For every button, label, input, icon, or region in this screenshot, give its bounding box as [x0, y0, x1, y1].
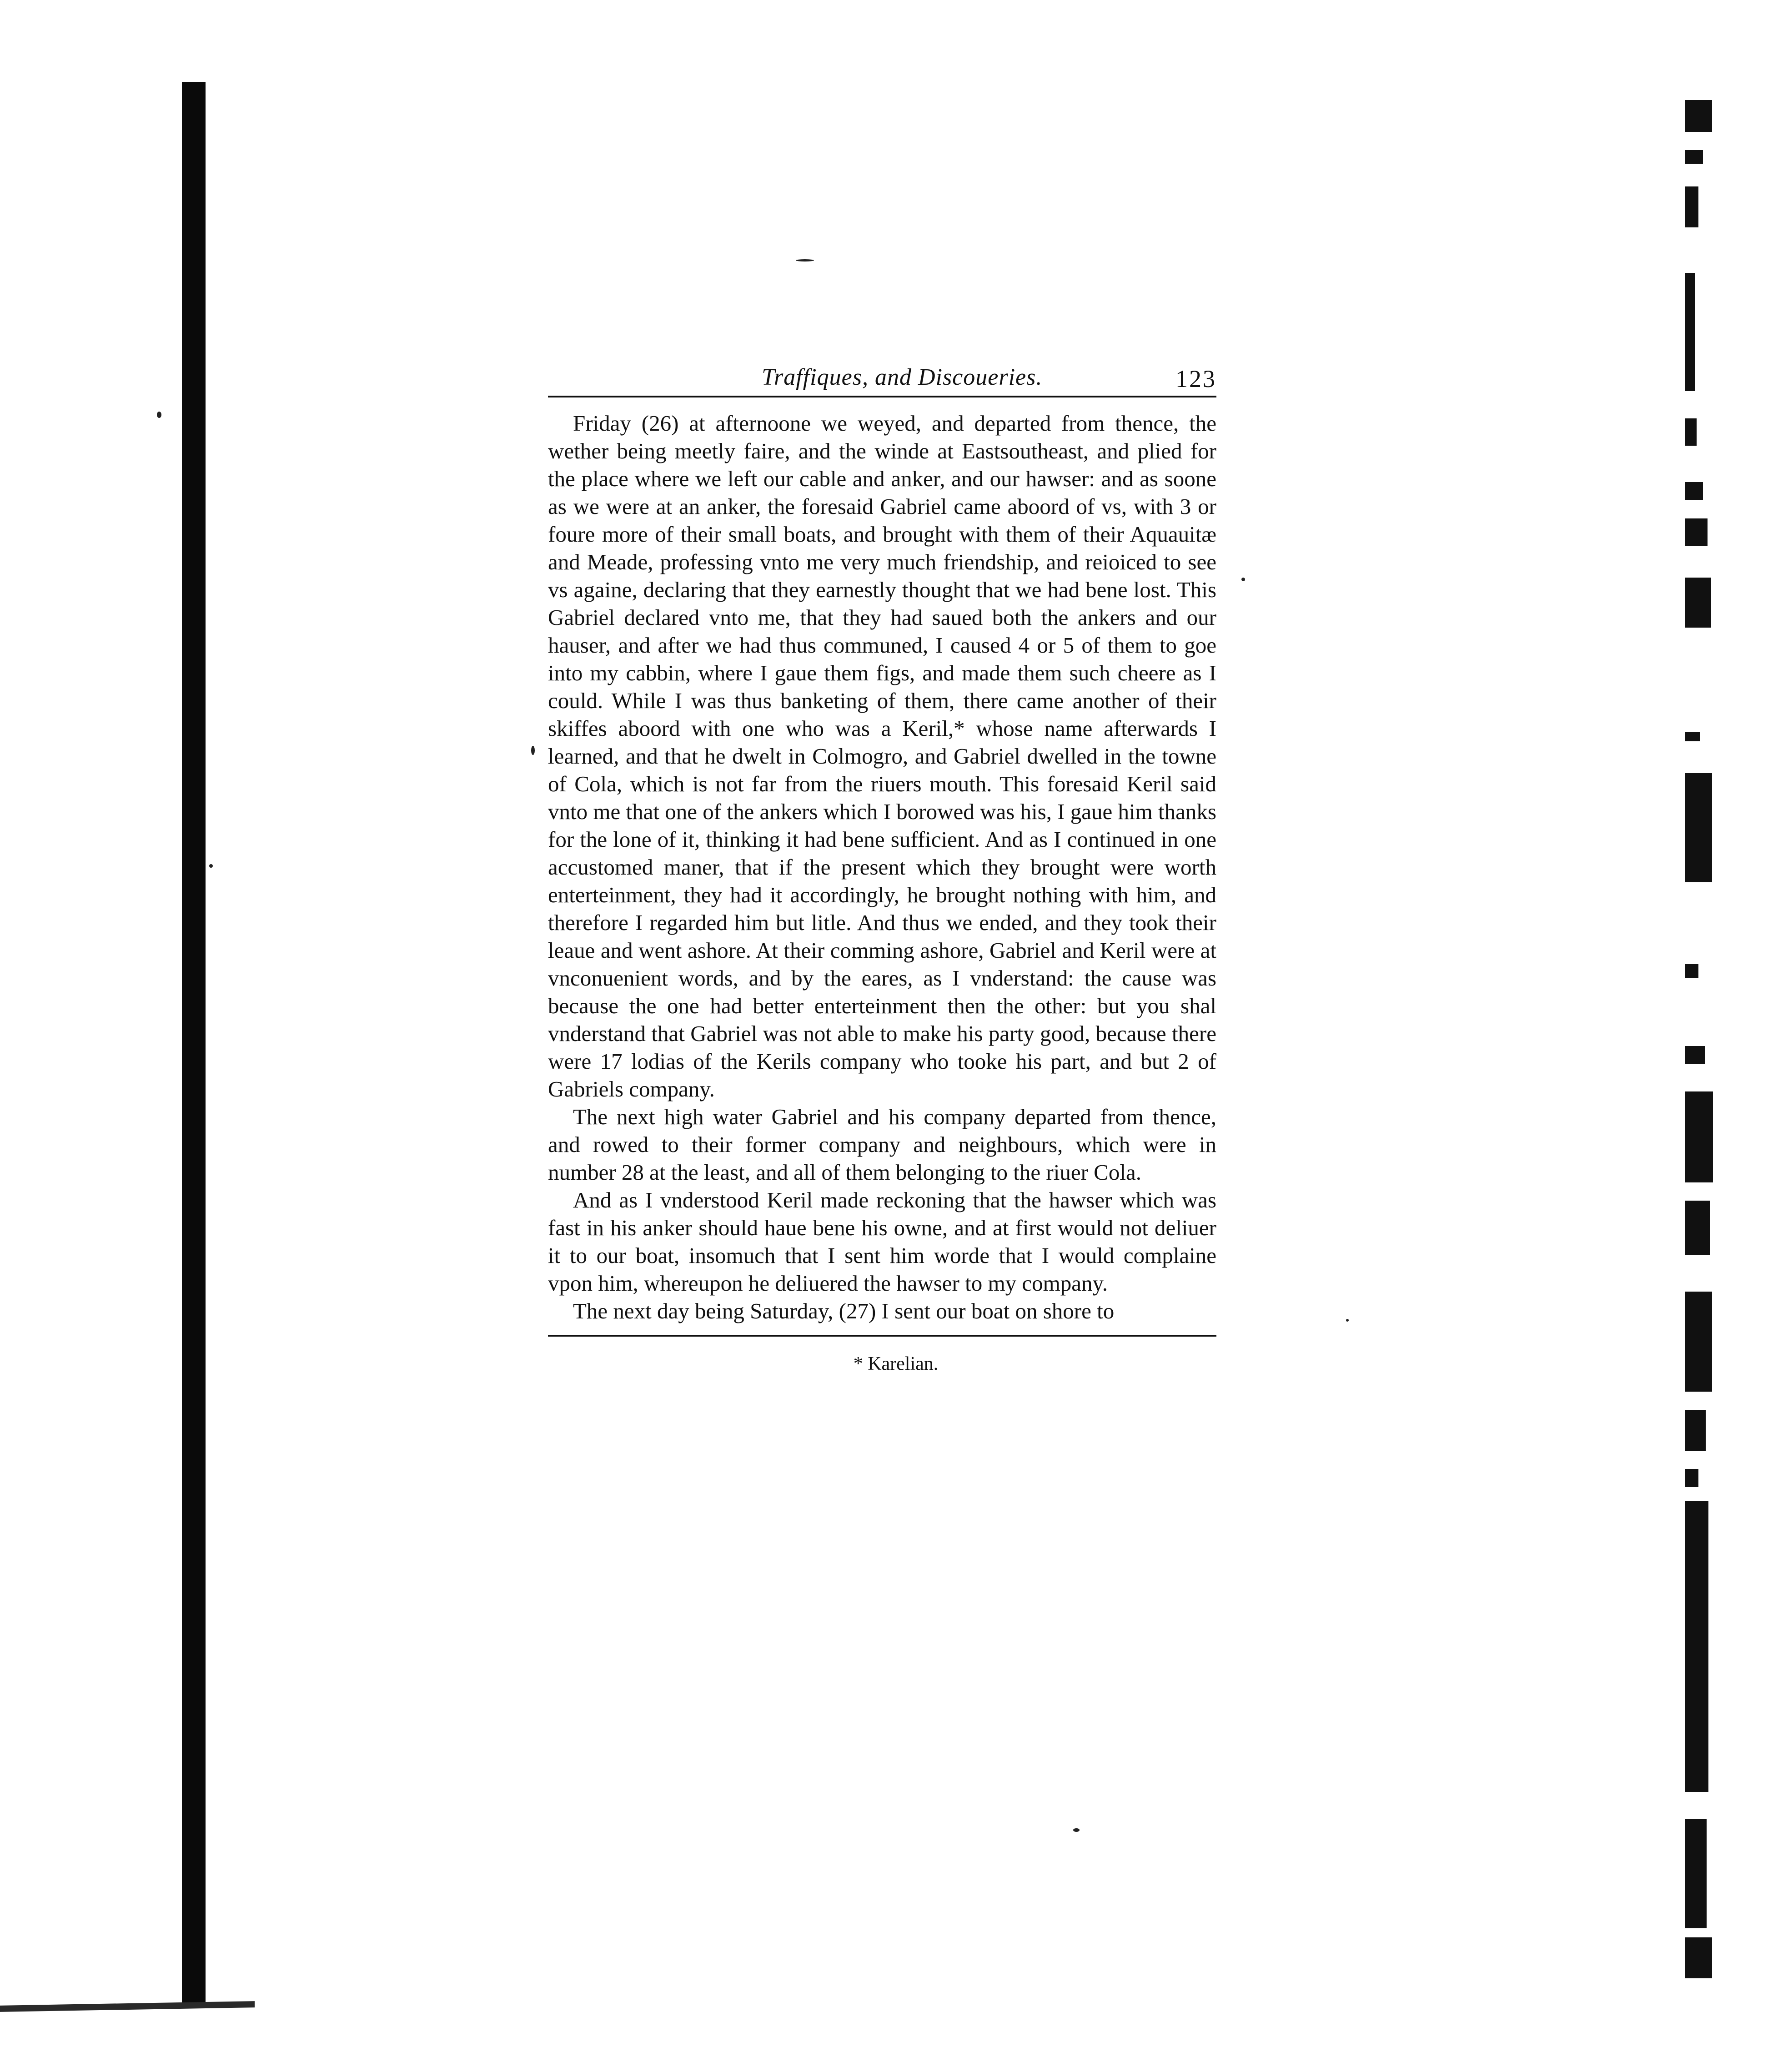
- footnote: * Karelian.: [853, 1353, 939, 1374]
- paragraph: The next high water Gabriel and his company departed from thence, and rowed to their former company and neighbours, which were in number 28 at the least, and all of them belonging to the riuer Cola.: [548, 1104, 1216, 1185]
- scan-binding-shadow: [182, 82, 206, 2006]
- running-head: [548, 355, 1216, 396]
- scan-speck: [1073, 1828, 1080, 1832]
- scan-speck: [157, 412, 161, 418]
- paragraph: And as I vnderstood Keril made reckoning that the hawser which was fast in his anker should haue bene his owne, and at first would not deliuer it to our boat, insomuch that I sent him worde that I would complaine vpon him, whereupon he deliuered the hawser to my company.: [548, 1187, 1216, 1296]
- paragraph: The next day being Saturday, (27) I sent our boat on shore to: [573, 1298, 1115, 1323]
- page-content: [548, 355, 1216, 1375]
- running-title: Traffiques, and Discoueries.: [762, 364, 1043, 390]
- scan-speck: [796, 259, 814, 262]
- scan-speck: [531, 746, 535, 755]
- scan-speck: [209, 864, 213, 868]
- scan-speck: [1346, 1319, 1349, 1322]
- scan-right-edge-noise: [1685, 100, 1730, 1965]
- scan-speck: [1241, 578, 1245, 581]
- header-rule: [548, 396, 1216, 397]
- paragraph: Friday (26) at afternoone we weyed, and departed from thence, the wether being meetly faire, and the winde at Eastsoutheast, and plied for the place where we left our cable and anker, and our hawser: and as soone as we were at an anker, the foresaid Gabriel came aboord of vs, with 3 or foure more of their small boats, and brought with them of their Aquauitæ and Meade, professing vnto me very much friendship, and reioiced to see vs againe, declaring that they earnestly thought that we had bene lost. This Gabriel declared vnto me, that they had saued both the ankers and our hauser, and after we had thus communed, I caused 4 or 5 of them to goe into my cabbin, where I gaue them figs, and made them such cheere as I could. While I was thus banketing of them, there came another of their skiffes aboord with one who was a Keril,* whose name afterwards I learned, and that he dwelt in Colmogro, and Gabriel dwelled in the towne of Cola, which is not far from the riuers mouth. This foresaid Keril said vnto me that one of the ankers which I borowed was his, I gaue him thanks for the lone of it, thinking it had bene sufficient. And as I continued in one accustomed maner, that if the present which they brought were worth enterteinment, they had it accordingly, he brought nothing with him, and therefore I regarded him but litle. And thus we ended, and they took their leaue and went ashore. At their comming ashore, Gabriel and Keril were at vnconuenient words, and by the eares, as I vnderstand: the cause was because the one had better enterteinment then the other: but you shal vnderstand that Gabriel was not able to make his party good, because there were 17 lodias of the Kerils company who tooke his part, and but 2 of Gabriels company.: [548, 411, 1216, 1101]
- scan-edge-streak: [0, 2001, 255, 2012]
- page-number: 123: [1175, 365, 1216, 392]
- footnote-rule: [548, 1335, 1216, 1337]
- body-text: [548, 409, 1216, 1325]
